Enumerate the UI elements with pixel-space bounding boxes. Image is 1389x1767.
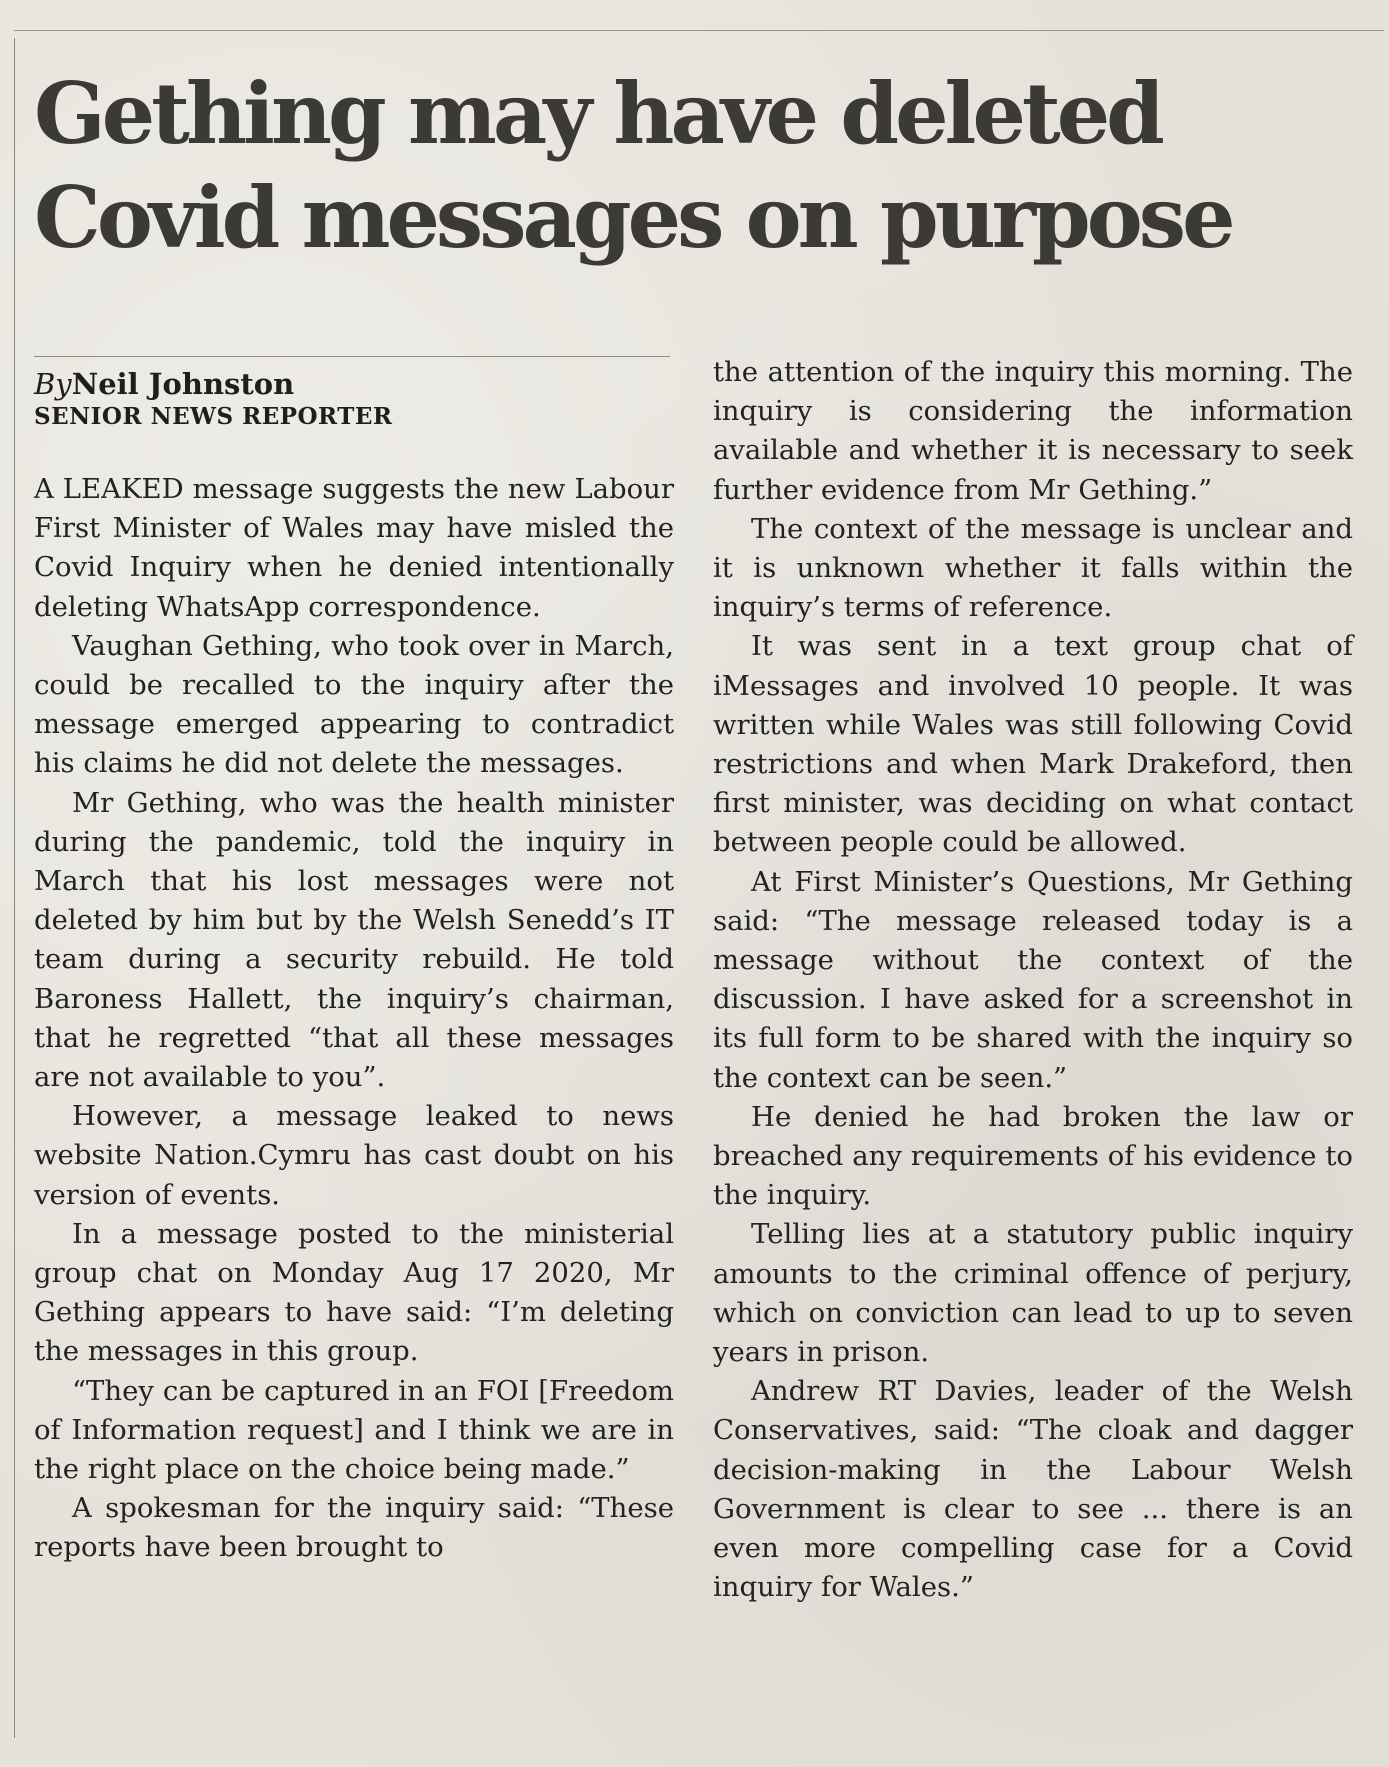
right-column: [713, 353, 1353, 1608]
paragraph: At First Minister’s Questions, Mr Gething said: “The message released today is a message without the context of the discussion. I have asked for a screenshot in its full form to be shared with the inquiry so the context can be seen.”: [713, 865, 1353, 1094]
column-rule: [14, 38, 15, 1738]
paragraph: “They can be captured in an FOI [Freedom of Information request] and I think we are in the right place on the choice being made.”: [34, 1374, 674, 1486]
paragraph: It was sent in a text group chat of iMessages and involved 10 people. It was written while Wales was still following Covid restrictions and when Mark Drakeford, then first minister, was deciding on what contact between people could be allowed.: [713, 630, 1353, 859]
paragraph: A spokesman for the inquiry said: “These reports have been brought to: [34, 1492, 674, 1564]
headline-line-2: Covid messages on purpose: [34, 168, 1232, 267]
paragraph: A LEAKED message suggests the new Labour First Minister of Wales may have misled the Covid Inquiry when he denied intentionally deleting WhatsApp correspondence.: [34, 473, 674, 623]
paragraph: Vaughan Gething, who took over in March, could be recalled to the inquiry after the message emerged appearing to contradict his claims he did not delete the messages.: [34, 629, 674, 780]
top-rule: [14, 30, 1384, 31]
byline: [34, 366, 670, 432]
author-name: Neil Johnston: [71, 367, 295, 401]
paragraph: However, a message leaked to news website Nation.Cymru has cast doubt on his version of events.: [34, 1100, 674, 1211]
paragraph: In a message posted to the ministerial group chat on Monday Aug 17 2020, Mr Gething appears to have said: “I’m deleting the messages in this group.: [34, 1217, 674, 1368]
paragraph: the attention of the inquiry this morning. The inquiry is considering the information available and whether it is necessary to seek further evidence from Mr Gething.”: [713, 356, 1353, 506]
byline-name-line: [34, 366, 670, 402]
paragraph: Telling lies at a statutory public inquiry amounts to the criminal offence of perjury, which on conviction can lead to up to seven years in prison.: [713, 1218, 1353, 1369]
paragraph: Mr Gething, who was the health minister during the pandemic, told the inquiry in March that his lost messages were not deleted by him but by the Welsh Senedd’s IT team during a security rebuild. He told Baroness Hallett, the inquiry’s chairman, that he regretted “that all these messages are not available to you”.: [34, 786, 674, 1094]
paragraph: He denied he had broken the law or breached any requirements of his evidence to the inquiry.: [713, 1100, 1353, 1212]
headline: [34, 62, 1374, 270]
byline-rule: [34, 356, 670, 357]
paragraph: The context of the message is unclear and it is unknown whether it falls within the inquiry’s terms of reference.: [713, 512, 1353, 624]
byline-by: By: [34, 367, 72, 401]
left-column: [34, 470, 674, 1568]
paragraph: Andrew RT Davies, leader of the Welsh Conservatives, said: “The cloak and dagger decision-making in the Labour Welsh Government is clear to see ... there is an even more compelling case for a Covid inquiry for Wales.”: [713, 1375, 1353, 1604]
author-role: SENIOR NEWS REPORTER: [34, 403, 393, 430]
headline-line-1: Gething may have deleted: [34, 64, 1161, 163]
